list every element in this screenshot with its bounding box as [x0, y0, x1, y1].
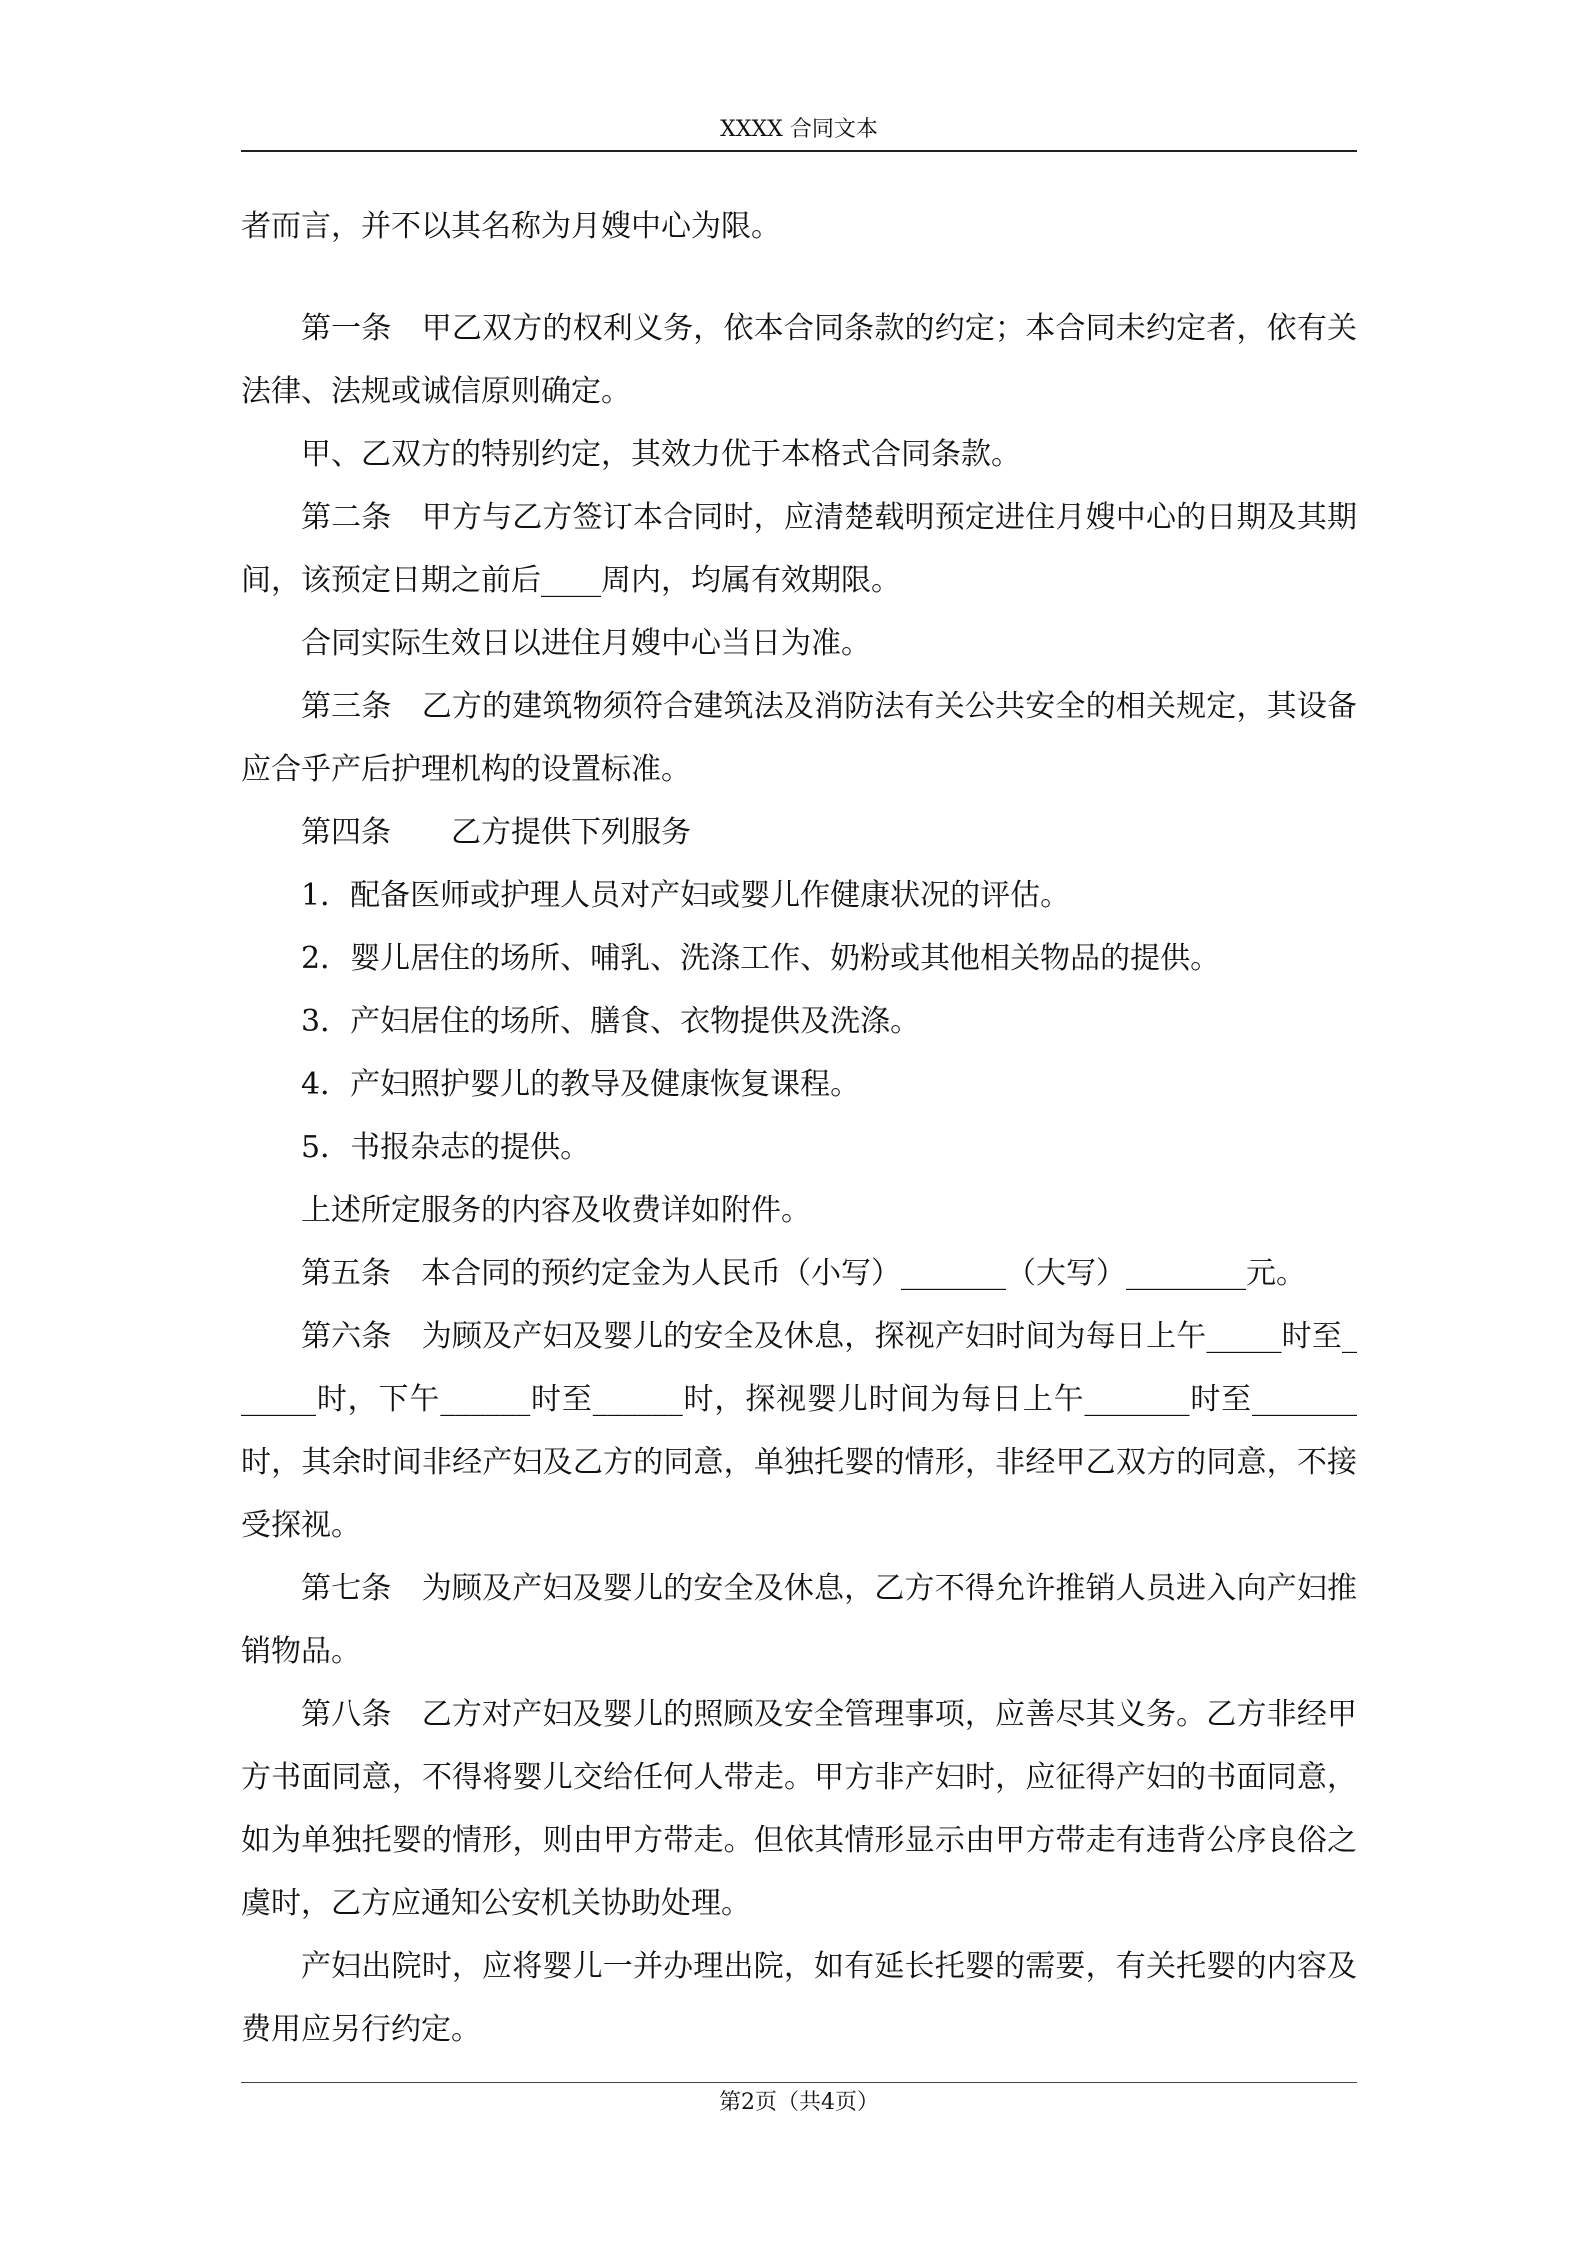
paragraph: 第六条 为顾及产妇及婴儿的安全及休息，探视产妇时间为每日上午_____时至______时，下午______时至______时，探视婴儿时间为每日上午_______时至_______时，其余时间非经产妇及乙方的同意，单独托婴的情形，非经甲乙双方的同意，不接受探视。 — [241, 1319, 1357, 1543]
paragraph: 第八条 乙方对产妇及婴儿的照顾及安全管理事项，应善尽其义务。乙方非经甲方书面同意，不得将婴儿交给任何人带走。甲方非产妇时，应征得产妇的书面同意，如为单独托婴的情形，则由甲方带走。但依其情形显示由甲方带走有违背公序良俗之虞时，乙方应通知公安机关协助处理。 — [241, 1697, 1357, 1921]
paragraph: 合同实际生效日以进住月嫂中心当日为准。 — [301, 626, 871, 661]
paragraph: 第四条 乙方提供下列服务 — [301, 815, 691, 850]
header-title: XXXX 合同文本 — [720, 117, 878, 142]
list-item: 3．产妇居住的场所、膳食、衣物提供及洗涤。 — [301, 1004, 921, 1039]
paragraph: 第七条 为顾及产妇及婴儿的安全及休息，乙方不得允许推销人员进入向产妇推销物品。 — [241, 1571, 1357, 1669]
paragraph: 甲、乙双方的特别约定，其效力优于本格式合同条款。 — [301, 437, 1021, 472]
page-header — [241, 110, 1357, 152]
list-item: 1．配备医师或护理人员对产妇或婴儿作健康状况的评估。 — [301, 878, 1071, 913]
paragraph: 产妇出院时，应将婴儿一并办理出院，如有延长托婴的需要，有关托婴的内容及费用应另行约定。 — [241, 1949, 1357, 2047]
paragraph: 第五条 本合同的预约定金为人民币（小写）_______（大写）________元。 — [301, 1256, 1306, 1291]
page-number: 第2页（共4页） — [719, 2090, 879, 2115]
document-body — [241, 195, 1357, 2061]
paragraph: 第一条 甲乙双方的权利义务，依本合同条款的约定；本合同未约定者，依有关法律、法规或诚信原则确定。 — [241, 311, 1357, 409]
list-item: 5．书报杂志的提供。 — [301, 1130, 591, 1165]
paragraph: 第三条 乙方的建筑物须符合建筑法及消防法有关公共安全的相关规定，其设备应合乎产后护理机构的设置标准。 — [241, 689, 1357, 787]
page-footer — [241, 2082, 1357, 2123]
paragraph: 上述所定服务的内容及收费详如附件。 — [301, 1193, 811, 1228]
list-item: 2．婴儿居住的场所、哺乳、洗涤工作、奶粉或其他相关物品的提供。 — [301, 941, 1221, 976]
paragraph-spacer — [241, 258, 1357, 297]
list-item: 4．产妇照护婴儿的教导及健康恢复课程。 — [301, 1067, 861, 1102]
paragraph: 第二条 甲方与乙方签订本合同时，应清楚载明预定进住月嫂中心的日期及其期间，该预定日期之前后____周内，均属有效期限。 — [241, 500, 1357, 598]
paragraph: 者而言，并不以其名称为月嫂中心为限。 — [241, 209, 781, 244]
